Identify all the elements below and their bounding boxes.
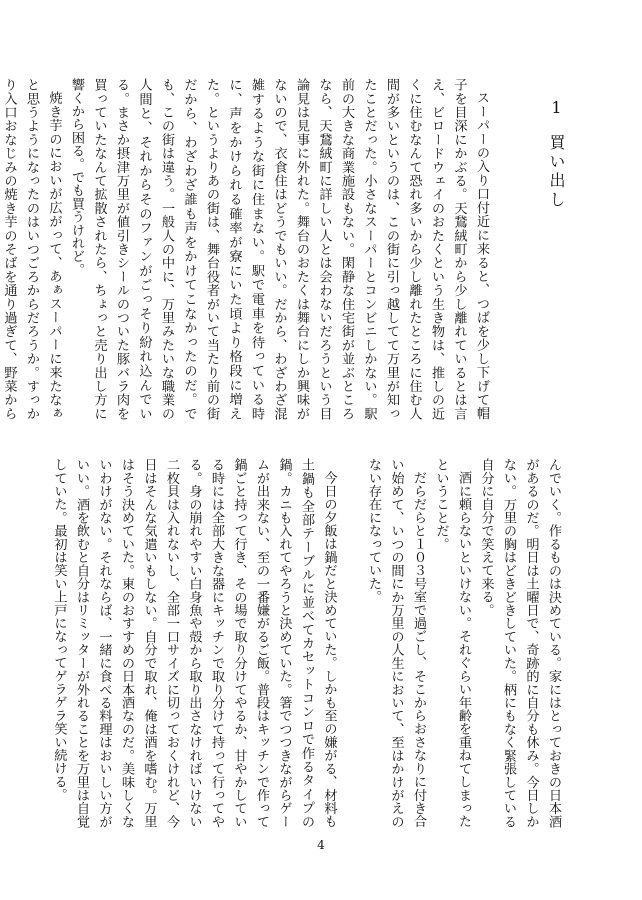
paragraph: んでいく。作るものは決めている。家にはとっておきの日本酒があるのだ。明日は土曜日で、奇跡的に自分も休み。今日しかない。万里の胸はどきどきしていた。柄にもなく緊張している自分に自分で笑えて来る。 — [478, 458, 561, 828]
chapter-number: 1 — [547, 98, 566, 120]
chapter-heading — [548, 78, 564, 420]
paragraph: 焼き芋のにおいが広がって、あぁスーパーに来たなぁと思うようになったのはいつごろからだろうか。すっかり入口おなじみの焼き芋のそばを通り過ぎて、野菜から — [1, 78, 62, 420]
top-text-block — [1, 78, 566, 420]
paragraph: 酒に頼らないといけない。それぐらい年齢を重ねてしまったということだ。 — [433, 458, 471, 828]
chapter-title: 買い出し — [547, 134, 566, 210]
paragraph: スーパーの入り口付近に来ると、つばを少し下げて帽子を目深にかぶる。天鵞絨町から少し離れているとは言え、ビロードウェイのおたくという生き物は、推しの近くに住むなんて恐れ多いから少し離れたところに住む人間が多いというのは、この街に引っ越してて万里が知ったことだった。小さなスーパーとコンビニしかない。駅前の大きな商業施設もない。閑静な住宅街が並ぶところなら、天鵞絨町に詳しい人とは会わないだろうという目論見は見事に外れた。舞台のおたくは舞台にしか興味がないので、衣食住はどうでもいい。だから、わざわざ混雑するような街に住まない。駅で電車を待っている時に、声をかけられる確率が寮にいた頃より格段に増えた。というよりあの街は、舞台役者がいて当たり前の街だから、わざわざ誰も声をかけてこなかったのだ。でも、この街は違う。一般人の中に、万里みたいな職業の人間と、それからそのファンがごっそり紛れ込んでいる。まさか摂津万里が値引きシールのついた豚バラ肉を買っていたなんて拡散されたら、ちょっと売り出し方に響くから困る。でも買うけれど。 — [69, 78, 489, 420]
bottom-text-block — [51, 458, 564, 828]
paragraph: 今日の夕飯は鍋だと決めていた。しかも至の嫌がる、材料も土鍋も全部テーブルに並べてカセットコンロで作るタイプの鍋。カニも入れてやろうと決めていた。箸でつつきながらゲームが出来ない、至の一番嫌がるご飯。普段はキッチンで作って鍋ごと持って行き、その場で取り分けてやるか、甘やかしている時には全部大きな器にキッチンで取り分けて持って行ってやる。身の崩れやすい白身魚や殻から取り出さなければいけない二枚貝は入れないし、全部一口サイズに切っておくけれど、今日はそんな気遣いもしない。自分で取れ、俺は酒を嗜む。万里はそう決めていた。東のおすすめの日本酒なのだ。美味しくないわけがない。それならば、一緒に食べる料理はおいしい方がいい。酒を飲むと自分はリミッターが外れることを万里は自覚していた。最初は笑い上戸になってゲラゲラ笑い続ける。 — [51, 458, 337, 828]
page-number: 4 — [317, 838, 325, 852]
scene-break — [340, 458, 362, 828]
paragraph: だらだらと１０３号室で過ごし、そこからおさなりに付き合い始めて、いつの間にか万里の人生において、至はかけがえのない存在になっていた。 — [366, 458, 426, 828]
